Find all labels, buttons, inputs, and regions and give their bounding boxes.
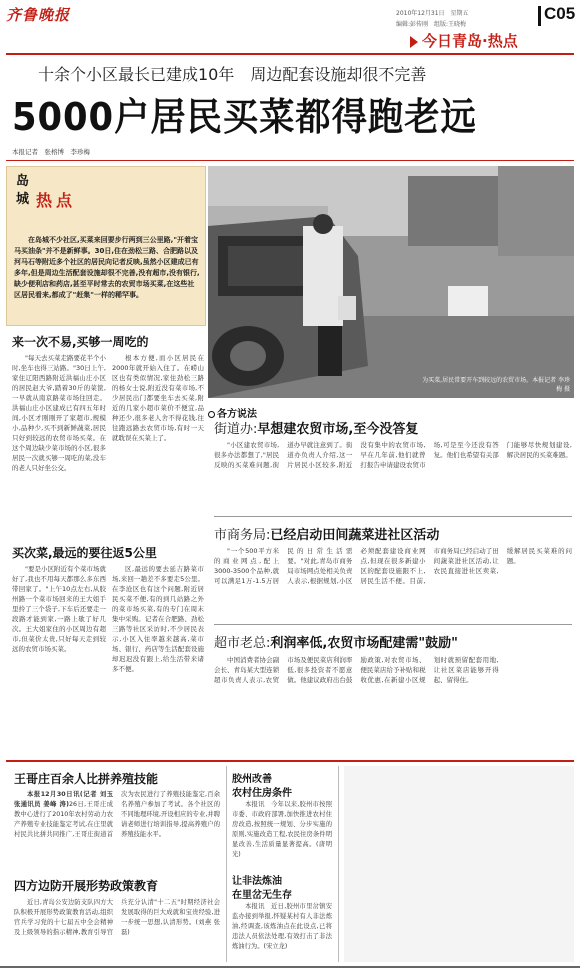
lead-photo xyxy=(208,166,574,398)
tag-char-4: 点 xyxy=(56,191,73,210)
brief3-text: 本报讯 今年以来,胶州市按照市委、市政府部署,加快推进农村住房改造,按照统一规划、分步实施的原则,实施改造工程,农民住房条件明显改善,生活质量显著提高。(唐明光) xyxy=(232,801,332,858)
quote1-text: "小区建农贸市场,很多办法都想了,"居民反映的买菜难问题,街道办早就注意到了。街道办负责人介绍,这一片居民小区较多,附近没有集中的农贸市场,早在几年前,他们就曾打报告申请建设农贸市场,可是至今还没有答复。他们也希望有关部门能够尽快规划建设,解决居民的买菜难题。 xyxy=(214,441,572,469)
quote1-speaker: 街道办: xyxy=(214,422,258,437)
quote2-head xyxy=(214,524,439,543)
section-label xyxy=(410,30,518,51)
brief1-body: 26日,王哥庄成教中心进行了2010年农村劳动力农产养殖专业技能鉴定考试,在庄里就村民共比拼共同推广,王哥庄街道首次为农民进行了养殖技能鉴定,百余名养殖户参加了考试。各个社区的不同地理环境,开设相应的专业,并聘请老师进行培训指导,提高养殖户的养殖技能水平。 xyxy=(14,791,220,838)
brief4-title: 让非法炼油 xyxy=(232,876,282,887)
ad-area xyxy=(344,766,574,962)
tag-char-1: 岛 xyxy=(16,174,30,189)
headline: 5000户居民买菜都得跑老远 xyxy=(12,95,477,139)
quote-rule-1 xyxy=(214,516,572,517)
brief3-subtitle: 农村住房条件 xyxy=(232,788,292,799)
column-divider xyxy=(226,766,227,962)
quote2-headline: 已经启动田间蔬菜进社区活动 xyxy=(270,528,440,543)
editors-line: 编辑:彭传刚 组版:王晓梅 xyxy=(396,21,467,28)
masthead: 齐鲁晚报 xyxy=(6,6,71,24)
quote1-head xyxy=(214,418,418,437)
bottom-rule xyxy=(6,760,574,762)
quote-rule-2 xyxy=(214,624,572,625)
quote3-headline: 利润率低,农贸市场配建需"鼓励" xyxy=(270,636,458,651)
photo-caption: 为买菜,居民常要开车到较远的农贸市场。本报记者 李珍梅 摄 xyxy=(422,377,570,393)
section2-text-a: "要是小区附近有个菜市场就好了,我也不用每天都那么多东西带回家了。"上午10点左右,从胶州路一个菜市场回来的王大姐手里拎了三个袋子,下车后还要走一段路才能到家,一路上歇了好几次。王大姐家住的小区周边有超市,但菜价太贵,只好每天走到较远的农贸市场买菜。 xyxy=(12,565,106,653)
brief2-text: 近日,青岛公安边防支队四方大队积极开展形势政策教育活动,组织官兵学习党的十七届五中全会精神及上级领导的指示精神,教育引导官兵充分认清"十二五"时期经济社会发展取得的巨大成就和宝贵经验,进一步统一思想,认清形势。(刘燕 张磊) xyxy=(14,899,220,936)
intro-text: 在岛城不少社区,买菜来回要步行两到三公里路,"开着宝马买油条"并不是新鲜事。30日,住在劲松三路、合肥路以及河马石等附近多个社区的居民向记者反映,虽然小区建成已有多年,但是周边生活配套设施却很不完善,没有超市,没有银行,缺少便利店和药店,甚至平时常去的农贸市场买菜,在这些社区居民看来,都成了"赶集"一样的稀罕事。 xyxy=(14,236,200,299)
views-title-text: 各方说法 xyxy=(217,409,257,420)
footer-rule xyxy=(0,966,580,968)
byline: 本报记者 张榕博 李珍梅 xyxy=(12,148,90,156)
section2-title: 买次菜,最远的要往返5公里 xyxy=(12,546,157,560)
brief3-title: 胶州改善 xyxy=(232,774,272,785)
tag-char-3: 热 xyxy=(36,191,53,210)
kicker: 十余个小区最长已建成10年 周边配套设施却很不完善 xyxy=(38,65,427,84)
circle-icon xyxy=(208,411,215,418)
brief2-title: 四方边防开展形势政策教育 xyxy=(14,879,159,893)
brief1-byline: 本报12月30日讯(记者 刘玉 张通讯员 姜峰 涛) xyxy=(14,791,113,808)
section1-title: 来一次不易,买够一周吃的 xyxy=(12,335,149,349)
quote3-speaker: 超市老总: xyxy=(214,636,271,651)
column-divider-2 xyxy=(338,766,339,962)
section-label-text: 今日青岛·热点 xyxy=(422,32,518,50)
section1-text-b: 根本方便,而小区居民在2000年就开始入住了。在崂山区也有类似情况,家住劲松三路的杨女士说,附近没有菜市场,不少居民出门都要坐车去买菜,附近的几家小超市菜价不便宜,品种还少,很多老人舍不得花钱,往往跑远路去农贸市场,有时一天就耽误在买菜上了。 xyxy=(112,354,204,442)
brief4-subtitle: 在里岔无生存 xyxy=(232,890,292,901)
brief1-text xyxy=(14,790,220,862)
quote1-headline: 早想建农贸市场,至今没答复 xyxy=(257,422,419,437)
headline-rule xyxy=(6,160,574,161)
section-tag xyxy=(12,170,90,228)
date-line: 2010年12月31日 星期五 xyxy=(396,10,469,17)
tag-char-2: 城 xyxy=(16,192,30,207)
section1-text-a: "每天去买菜走路要花半个小时,坐车也得三站路。"30日上午,家住辽阳西路附近洪福山庄小区的居民赵大爷,踏着30斤的菜筐,一早就从南京路菜市场往回走。洪福山庄小区建成已有四五年时间,小区才刚刚开了家超市,规模小,品种少,买不到新鲜蔬菜,居民只好到较远的农贸市场买菜。在这个周边缺少菜市场的小区,很多居民一次就买够一周吃的菜,没车的老人只好坐公交。 xyxy=(12,354,106,472)
quote2-speaker: 市商务局: xyxy=(214,528,271,543)
section2-text-b: 区,最远的要去延吉路菜市场,来回一趟差不多要走5公里。在李沧区也有这个问题,附近居民买菜不便,有的到几站路之外的菜市场买菜,有的专门在周末集中采购。记者在合肥路、劲松三路等社区采访时,不少居民表示,小区入住率越来越高,菜市场、银行、药店等生活配套设施却迟迟没有跟上,给生活带来诸多不便。 xyxy=(112,565,204,673)
page-number: C05 xyxy=(544,4,576,23)
brief4-text: 本报讯 近日,胶州市里岔镇安监办接到举报,怀疑某村有人非法炼油,经调查,该炼油点在此设点,已将违法人员依法处理,有效打击了非法炼油行为。(宋立龙) xyxy=(232,903,332,950)
brief1-title: 王哥庄百余人比拼养殖技能 xyxy=(14,772,159,786)
quote2-text: "一个500平方米的商业网点,配上3000-3500个品种,就可以满足1万-1.5万居民的日常生活需要。"对此,青岛市商务局市场网点处相关负责人表示,根据规划,小区必须配套建设商业网点,但现在很多新建小区的配套设施跟不上,居民生活不便。目前,市商务局已经启动了田间蔬菜进社区活动,让农民直接进社区卖菜,缓解居民买菜难的问题。 xyxy=(214,547,572,585)
arrow-icon xyxy=(410,36,418,48)
quote3-text: 中国消费者协会副会长、青岛某大型连锁超市负责人表示,农贸市场及便民菜店利润率低,很多投资者不愿意做。他建议政府出台鼓励政策,对农贸市场、便民菜店给予补贴和税收优惠,在新建小区规划时就预留配套用地,让社区菜店能够开得起、留得住。 xyxy=(214,656,499,684)
page-number-bar xyxy=(538,6,541,26)
quote3-head xyxy=(214,632,458,651)
top-rule xyxy=(6,53,574,55)
